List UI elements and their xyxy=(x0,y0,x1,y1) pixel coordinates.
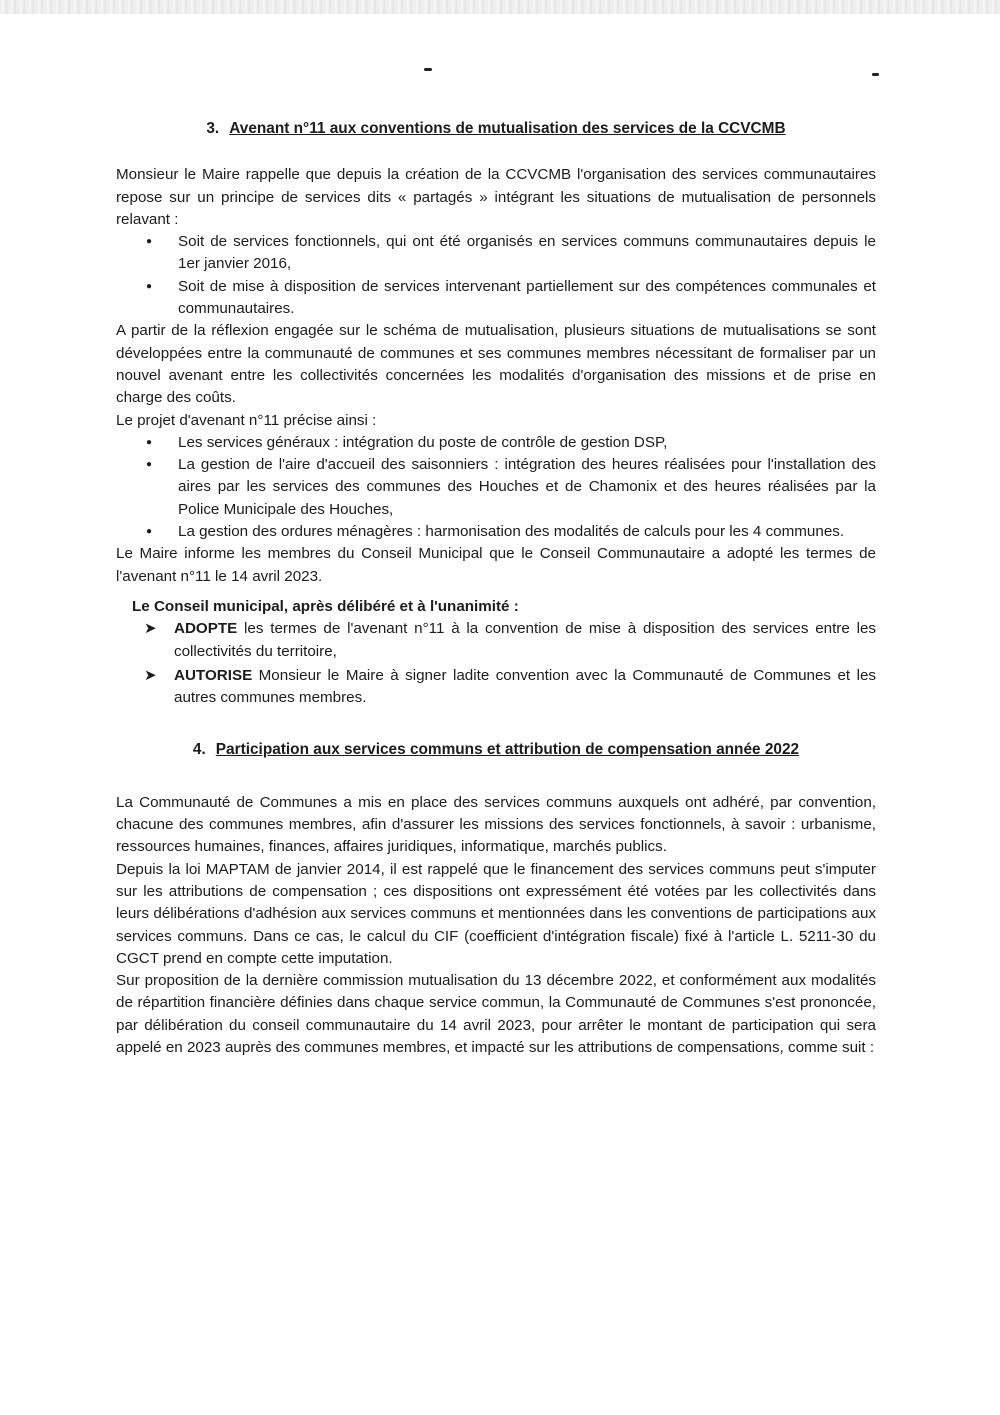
list-item xyxy=(116,521,876,543)
decision-text: les termes de l'avenant n°11 à la convention de mise à disposition des services entre les collectivités du territoire, xyxy=(174,620,876,660)
decision-item xyxy=(132,618,876,663)
list-item-text: Les services généraux : intégration du poste de contrôle de gestion DSP, xyxy=(178,433,668,451)
document-page xyxy=(116,118,876,1059)
list-item-text: Soit de mise à disposition de services intervenant partiellement sur des compétences communales et communautaires. xyxy=(178,277,876,318)
section-4-paragraph-1: La Communauté de Communes a mis en place des services communs auxquels ont adhéré, par convention, chacune des communes membres, afin d'assurer les missions des services fonctionnels, à savoir : urbanisme, ressources humaines, finances, affaires juridiques, informatique, marchés publics. xyxy=(116,793,876,856)
decision-keyword: AUTORISE xyxy=(174,666,253,684)
section-3-intro: Monsieur le Maire rappelle que depuis la création de la CCVCMB l'organisation des services communautaires repose sur un principe de services dits « partagés » intégrant les situations de mutualisation de personnels relavant : xyxy=(116,166,876,228)
section-3-number: 3. xyxy=(206,120,220,137)
section-3-paragraph-3: Le projet d'avenant n°11 précise ainsi : xyxy=(116,411,377,429)
section-4-paragraph-3: Sur proposition de la dernière commission mutualisation du 13 décembre 2022, et conformément aux modalités de répartition financière définies dans chaque service commun, la Communauté de Communes s'est prononcée, par délibération du conseil communautaire du 14 avril 2023, pour arrêter le montant de participation qui sera appelé en 2023 auprès des communes membres, et impacté sur les attributions de compensations, comme suit : xyxy=(116,972,876,1056)
section-3-heading xyxy=(116,118,876,140)
list-item-text: Soit de services fonctionnels, qui ont été organisés en services communs communautaires depuis le 1er janvier 2016, xyxy=(178,233,876,273)
section-3-title: Avenant n°11 aux conventions de mutualisation des services de la CCVCMB xyxy=(229,120,786,137)
scan-speck xyxy=(872,73,879,76)
section-3-paragraph-2: A partir de la réflexion engagée sur le schéma de mutualisation, plusieurs situations de mutualisations se sont développées entre la communauté de communes et ses communes membres nécessitant de formaliser par un nouvel avenant entre les collectivités concernées les modalités d'organisation des missions et de prise en charge des coûts. xyxy=(116,322,876,407)
section-4-title: Participation aux services communs et attribution de compensation année 2022 xyxy=(215,741,800,759)
service-types-list xyxy=(116,231,876,320)
section-3-paragraph-4: Le Maire informe les membres du Conseil Municipal que le Conseil Communautaire a adopté les termes de l'avenant n°11 le 14 avril 2023. xyxy=(116,545,876,585)
avenant-details-list xyxy=(116,432,876,543)
decision-keyword: ADOPTE xyxy=(174,620,238,638)
list-item xyxy=(116,231,876,276)
list-item xyxy=(116,432,876,454)
list-item xyxy=(116,276,876,321)
scan-speck xyxy=(424,68,432,71)
section-4-number: 4. xyxy=(192,741,206,759)
scan-edge xyxy=(0,0,1000,14)
decision-title: Le Conseil municipal, après délibéré et à l'unanimité : xyxy=(132,597,519,615)
section-4-paragraph-2: Depuis la loi MAPTAM de janvier 2014, il est rappelé que le financement des services communs peut s'imputer sur les attributions de compensation ; ces dispositions ont expressément été votées par les collectivités dans leurs délibérations d'adhésion aux services communs et mentionnées dans les conventions de participations aux services communs. Dans ce cas, le calcul du CIF (coefficient d'intégration fiscale) fixé à l'article L. 5211-30 du CGCT prend en compte cette imputation. xyxy=(116,860,876,967)
list-item-text: La gestion de l'aire d'accueil des saisonniers : intégration des heures réalisées pour l'installation des aires par les services des communes des Houches et de Chamonix et des heures réalisées par la Police Municipale des Houches, xyxy=(178,456,876,518)
decision-item xyxy=(132,665,876,710)
section-4-heading xyxy=(116,739,876,761)
arrow-right-icon: ➤ xyxy=(144,666,157,684)
list-item xyxy=(116,454,876,521)
decision-text: Monsieur le Maire à signer ladite convention avec la Communauté de Communes et les autres communes membres. xyxy=(174,666,876,707)
arrow-right-icon: ➤ xyxy=(144,620,157,638)
list-item-text: La gestion des ordures ménagères : harmonisation des modalités de calculs pour les 4 communes. xyxy=(178,523,845,541)
decision-list xyxy=(132,618,876,709)
